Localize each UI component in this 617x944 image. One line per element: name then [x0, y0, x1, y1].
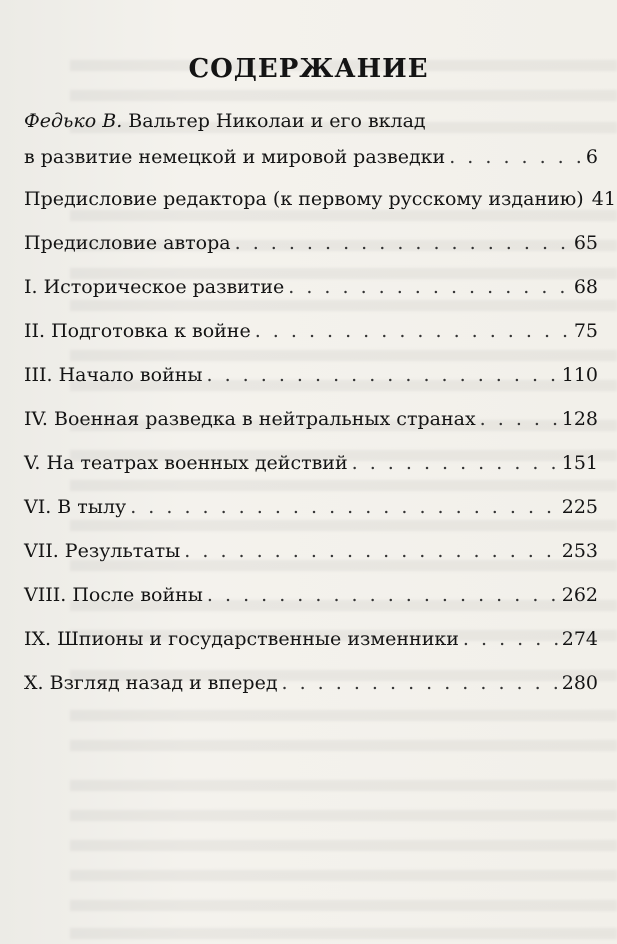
toc-entry-chapter-5[interactable]	[24, 450, 598, 476]
entry-page: 225	[561, 496, 598, 518]
leader-dots	[449, 144, 582, 170]
entry-title: I. Историческое развитие	[24, 276, 285, 298]
entry-page: 68	[573, 276, 598, 298]
leader-dots	[130, 494, 558, 520]
toc-entry-editor-preface[interactable]	[24, 186, 616, 212]
leader-dots	[184, 538, 557, 564]
entry-page: 262	[561, 584, 598, 606]
entry-page: 41	[591, 188, 616, 210]
leader-dots	[463, 626, 558, 652]
toc-entry-chapter-1[interactable]	[24, 274, 598, 300]
entry-page: 274	[561, 628, 598, 650]
toc-entry-chapter-9[interactable]	[24, 626, 598, 652]
leader-dots	[480, 406, 558, 432]
entry-page: 65	[573, 232, 598, 254]
entry-title: II. Подготовка к войне	[24, 320, 251, 342]
entry-page: 110	[561, 364, 598, 386]
toc-entry-author-preface[interactable]	[24, 230, 598, 256]
leader-dots	[352, 450, 558, 476]
entry-title: IX. Шпионы и государственные изменники	[24, 628, 459, 650]
entry-title-cont: в развитие немецкой и мировой разведки	[24, 146, 446, 168]
entry-title: V. На театрах военных действий	[24, 452, 348, 474]
toc-entry-chapter-6[interactable]	[24, 494, 598, 520]
entry-title: VI. В тылу	[24, 496, 127, 518]
toc-entry-chapter-3[interactable]	[24, 362, 598, 388]
entry-page: 6	[585, 146, 598, 168]
entry-page: 75	[573, 320, 598, 342]
entry-page: 253	[561, 540, 598, 562]
toc-entry-foreword-fedko[interactable]	[24, 108, 598, 170]
entry-title: Вальтер Николаи и его вклад	[122, 110, 426, 132]
entry-title: VIII. После войны	[24, 584, 203, 606]
leader-dots	[282, 670, 558, 696]
toc-entry-chapter-10[interactable]	[24, 670, 598, 696]
entry-page: 151	[561, 452, 598, 474]
entry-page: 280	[561, 672, 598, 694]
toc-entry-chapter-7[interactable]	[24, 538, 598, 564]
toc-entry-chapter-8[interactable]	[24, 582, 598, 608]
entry-title: IV. Военная разведка в нейтральных странах	[24, 408, 476, 430]
page-title: СОДЕРЖАНИЕ	[188, 54, 429, 84]
entry-title: X. Взгляд назад и вперед	[24, 672, 278, 694]
entry-title: III. Начало войны	[24, 364, 203, 386]
entry-title: Предисловие автора	[24, 232, 231, 254]
entry-page: 128	[561, 408, 598, 430]
toc-entry-chapter-4[interactable]	[24, 406, 598, 432]
leader-dots	[207, 362, 558, 388]
entry-title: VII. Результаты	[24, 540, 181, 562]
leader-dots	[288, 274, 570, 300]
leader-dots	[255, 318, 570, 344]
entry-title: Предисловие редактора (к первому русскому изданию)	[24, 188, 584, 210]
toc-entry-chapter-2[interactable]	[24, 318, 598, 344]
leader-dots	[235, 230, 570, 256]
entry-author: Федько В.	[24, 110, 123, 132]
leader-dots	[207, 582, 558, 608]
